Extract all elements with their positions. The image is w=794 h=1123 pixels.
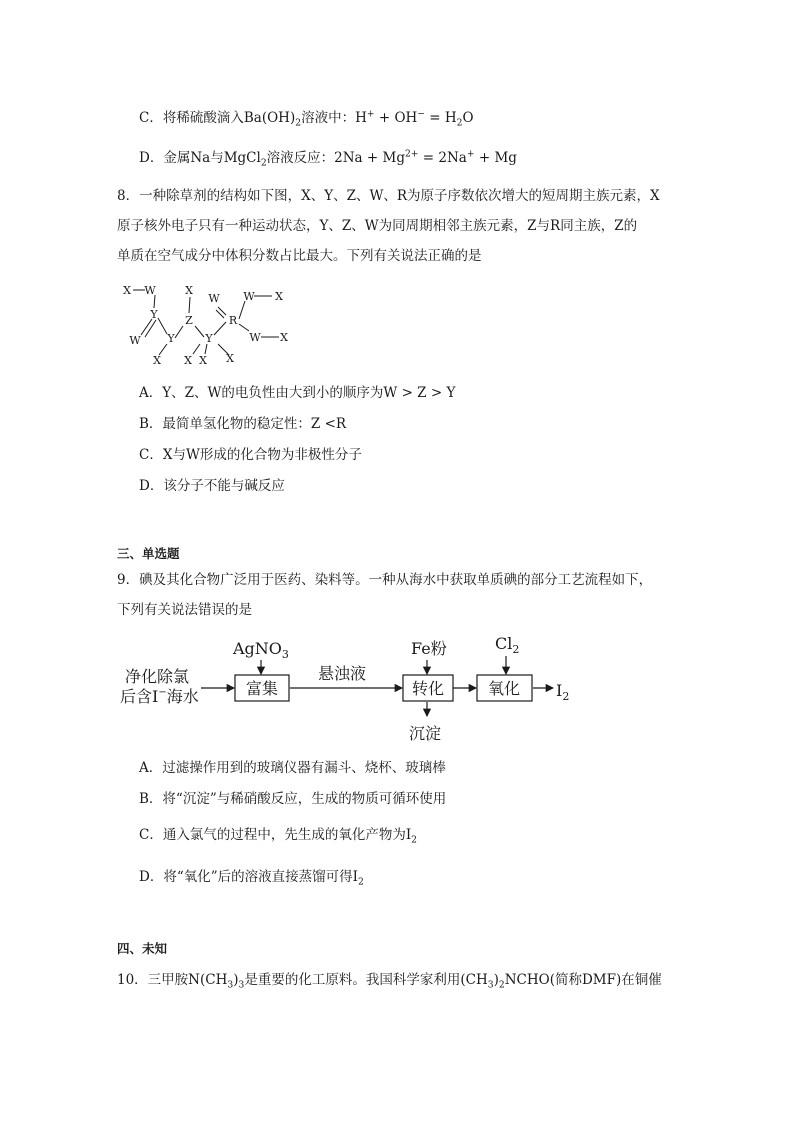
q9-stem-line1: 9．碘及其化合物广泛用于医药、染料等。一种从海水中获取单质碘的部分工艺流程如下， xyxy=(117,572,653,588)
q9-process-flowchart xyxy=(115,632,595,742)
atom-x-4: X xyxy=(184,354,192,367)
atom-y-3: Y xyxy=(205,332,213,345)
flow-start-sup: − xyxy=(158,687,167,698)
q10-stem-line1: 10．三甲胺$N(CH_3)_3$是重要的化工原料。我国科学家利用$(CH_3)_2NCHO$(简称DMF)在铜催 xyxy=(117,972,662,991)
atom-x-2: X xyxy=(153,354,161,367)
atom-x-3: X xyxy=(185,284,193,297)
q9-option-a: A．过滤操作用到的玻璃仪器有漏斗、烧杯、玻璃棒 xyxy=(139,760,446,776)
atom-r: R xyxy=(228,314,238,327)
section-4-title: 四、未知 xyxy=(117,941,168,956)
q8-stem-line2: 原子核外电子只有一种运动状态，Y、Z、W为同周期相邻主族元素，Z与R同主族，Z的 xyxy=(117,218,638,234)
q9-option-c: C．通入氯气的过程中，先生成的氧化产物为$I_2$ xyxy=(139,827,418,846)
flow-start-line2b: 海水 xyxy=(166,687,199,706)
flow-start-line2a: 后含I xyxy=(120,687,159,706)
q8-stem-line1: 8．一种除草剂的结构如下图，X、Y、Z、W、R为原子序数依次增大的短周期主族元素，X xyxy=(117,188,660,204)
flow-arrow-label-suspension: 悬浊液 xyxy=(318,664,367,683)
atom-w-4: W xyxy=(243,290,255,303)
q7-option-c: C．将稀硫酸滴入$Ba(OH)_2$溶液中：$H^+ + OH^- = H_2O$ xyxy=(139,108,474,129)
flow-reagent-cl2: Cl xyxy=(495,634,513,653)
svg-text:后含I−海水 xyxy=(120,687,199,706)
flow-box-convert-label: 转化 xyxy=(411,679,445,698)
atom-y-1: Y xyxy=(150,308,158,321)
atom-w-5: W xyxy=(249,331,261,344)
atom-y-2: Y xyxy=(167,332,175,345)
atom-w-1: W xyxy=(144,284,156,297)
svg-text:AgNO3: AgNO$_3$ xyxy=(233,639,289,661)
q8-structure-diagram xyxy=(115,282,335,372)
atom-z: Z xyxy=(185,314,193,327)
atom-x-6: X xyxy=(275,290,283,303)
section-3-title: 三、单选题 xyxy=(117,546,180,561)
svg-text:I2: $I_2$ xyxy=(556,681,570,703)
q8-option-b: B．最简单氢化物的稳定性：Z <R xyxy=(139,416,347,432)
q9-option-b: B．将“沉淀”与稀硝酸反应，生成的物质可循环使用 xyxy=(139,791,447,807)
q9-stem-line2: 下列有关说法错误的是 xyxy=(117,602,252,618)
q9-option-d: D．将“氧化”后的溶液直接蒸馏可得$I_2$ xyxy=(139,869,364,888)
atom-x-7: X xyxy=(280,331,288,344)
q8-stem-line3: 单质在空气成分中体积分数占比最大。下列有关说法正确的是 xyxy=(117,248,482,264)
flow-box-enrich-label: 富集 xyxy=(245,679,279,698)
flow-precipitate: 沉淀 xyxy=(409,724,442,743)
q8-option-d: D．该分子不能与碱反应 xyxy=(139,478,285,494)
atom-x-8: X xyxy=(226,352,234,365)
flow-product-i2: I xyxy=(556,681,563,700)
flow-box-oxidize-label: 氧化 xyxy=(487,679,521,698)
flow-reagent-agno3: AgNO xyxy=(233,639,282,658)
atom-w-3: W xyxy=(208,292,220,305)
q8-option-c: C．X与W形成的化合物为非极性分子 xyxy=(139,447,362,463)
atom-w-2: W xyxy=(129,334,141,347)
atom-x-1: X xyxy=(123,284,131,297)
flow-reagent-fe: Fe粉 xyxy=(411,639,447,658)
q7-option-d: D．金属Na与MgCl$_2$溶液反应：$2Na + Mg^{2+} = 2Na^+ + Mg$ xyxy=(139,148,517,169)
q8-option-a: A．Y、Z、W的电负性由大到小的顺序为W > Z > Y xyxy=(139,385,456,401)
flow-start-line1: 净化除氯 xyxy=(125,667,190,686)
atom-x-5: X xyxy=(199,354,207,367)
svg-text:Cl2: $Cl_2$ xyxy=(495,634,520,656)
